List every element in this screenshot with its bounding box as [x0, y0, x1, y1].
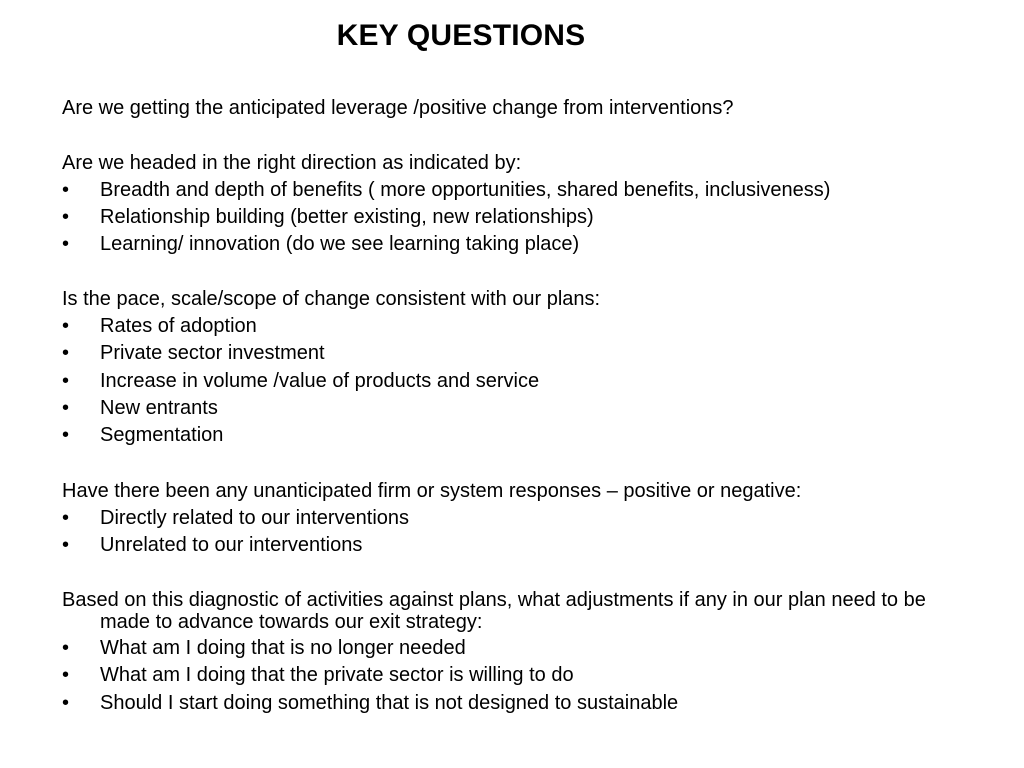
list-item-text: What am I doing that the private sector is willing to do	[100, 664, 574, 686]
list-item-text: Learning/ innovation (do we see learning taking place)	[100, 233, 580, 255]
list-item-text: Unrelated to our interventions	[100, 534, 363, 556]
bullet-icon: •	[62, 637, 70, 659]
bullet-icon: •	[62, 664, 70, 686]
bullet-icon: •	[62, 692, 70, 714]
bullet-icon: •	[62, 233, 70, 255]
question-adjustments: Based on this diagnostic of activities against plans, what adjustments if any in our plan need to be made to advance towards our exit strategy:	[62, 589, 926, 633]
bullet-icon: •	[62, 179, 70, 201]
slide-title: KEY QUESTIONS	[336, 19, 586, 52]
bullet-icon: •	[62, 507, 70, 529]
bullet-icon: •	[62, 315, 70, 337]
bullet-icon: •	[62, 206, 70, 228]
bullet-icon: •	[62, 370, 70, 392]
list-item-text: Should I start doing something that is not designed to sustainable	[100, 692, 679, 714]
list-item-text: Private sector investment	[100, 342, 325, 364]
list-item-text: Increase in volume /value of products and service	[100, 370, 540, 392]
list-item-text: Relationship building (better existing, new relationships)	[100, 206, 594, 228]
question-pace: Is the pace, scale/scope of change consistent with our plans:	[62, 288, 601, 310]
bullet-icon: •	[62, 534, 70, 556]
question-direction: Are we headed in the right direction as indicated by:	[62, 152, 522, 174]
bullet-icon: •	[62, 397, 70, 419]
bullet-icon: •	[62, 342, 70, 364]
list-item-text: What am I doing that is no longer needed	[100, 637, 466, 659]
bullet-icon: •	[62, 424, 70, 446]
list-item-text: Rates of adoption	[100, 315, 257, 337]
list-item-text: New entrants	[100, 397, 218, 419]
list-item-text: Breadth and depth of benefits ( more opportunities, shared benefits, inclusiveness)	[100, 179, 831, 201]
list-item-text: Segmentation	[100, 424, 224, 446]
question-unanticipated: Have there been any unanticipated firm or system responses – positive or negative:	[62, 480, 802, 502]
list-item-text: Directly related to our interventions	[100, 507, 410, 529]
question-leverage: Are we getting the anticipated leverage /positive change from interventions?	[62, 97, 734, 119]
